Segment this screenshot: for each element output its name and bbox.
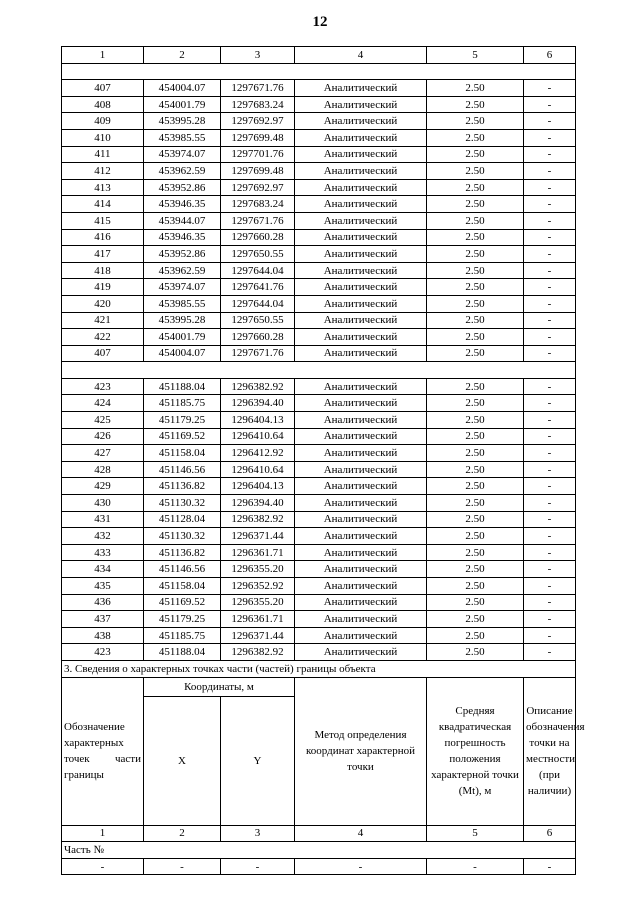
header-method: Метод определения координат характерной точки xyxy=(295,677,427,825)
table-row xyxy=(62,644,576,661)
table-cell: 424 xyxy=(62,395,144,412)
table-cell: 2.50 xyxy=(427,179,524,196)
table-cell: 437 xyxy=(62,611,144,628)
column-number: 5 xyxy=(427,825,524,842)
table-cell: - xyxy=(524,329,576,346)
table-cell: 438 xyxy=(62,627,144,644)
table-cell: Аналитический xyxy=(295,345,427,362)
table-cell: - xyxy=(524,428,576,445)
table-cell: - xyxy=(524,478,576,495)
table-cell: - xyxy=(524,511,576,528)
table-cell: 453985.55 xyxy=(144,129,221,146)
table-cell: 454004.07 xyxy=(144,80,221,97)
table-cell: Аналитический xyxy=(295,644,427,661)
table-cell: 1297641.76 xyxy=(221,279,295,296)
table-cell: 454001.79 xyxy=(144,329,221,346)
table-cell: Аналитический xyxy=(295,80,427,97)
table-cell: 1297699.48 xyxy=(221,129,295,146)
table-cell: 2.50 xyxy=(427,229,524,246)
table-cell: 421 xyxy=(62,312,144,329)
table-cell: Аналитический xyxy=(295,329,427,346)
table-row xyxy=(62,858,576,875)
table-cell: 416 xyxy=(62,229,144,246)
table-cell: Аналитический xyxy=(295,196,427,213)
table-cell: Аналитический xyxy=(295,312,427,329)
table-cell: 1296382.92 xyxy=(221,511,295,528)
table-cell: 434 xyxy=(62,561,144,578)
table-cell: 413 xyxy=(62,179,144,196)
table-cell: 451169.52 xyxy=(144,594,221,611)
table-cell: - xyxy=(524,212,576,229)
table-cell: 451128.04 xyxy=(144,511,221,528)
table-cell: 2.50 xyxy=(427,246,524,263)
table-cell: Аналитический xyxy=(295,295,427,312)
table-cell: - xyxy=(524,196,576,213)
table-cell: 454004.07 xyxy=(144,345,221,362)
table-cell: Аналитический xyxy=(295,179,427,196)
table-cell: 1297671.76 xyxy=(221,345,295,362)
table-cell: 451136.82 xyxy=(144,544,221,561)
table-cell: 2.50 xyxy=(427,528,524,545)
table-cell: 2.50 xyxy=(427,544,524,561)
table-cell: Аналитический xyxy=(295,495,427,512)
table-cell: Аналитический xyxy=(295,561,427,578)
table-cell: 451146.56 xyxy=(144,561,221,578)
table-cell: 451185.75 xyxy=(144,395,221,412)
table-cell: Аналитический xyxy=(295,611,427,628)
part-label-row xyxy=(62,842,576,859)
table-cell: 2.50 xyxy=(427,644,524,661)
table-cell: 433 xyxy=(62,544,144,561)
table-row xyxy=(62,495,576,512)
table-cell: Аналитический xyxy=(295,96,427,113)
header-error: Средняя квадратическая погрешность положения характерной точки (Mt), м xyxy=(427,677,524,825)
table-cell: 1296355.20 xyxy=(221,561,295,578)
table-cell: - xyxy=(524,246,576,263)
table-cell: 1297644.04 xyxy=(221,295,295,312)
table-cell: 453974.07 xyxy=(144,279,221,296)
header-x: X xyxy=(144,696,221,825)
table-cell: - xyxy=(524,179,576,196)
table-cell: - xyxy=(62,858,144,875)
table-row xyxy=(62,80,576,97)
table-row xyxy=(62,146,576,163)
table-cell: 1296404.13 xyxy=(221,478,295,495)
table-cell: 2.50 xyxy=(427,312,524,329)
table-cell: 451188.04 xyxy=(144,644,221,661)
table-cell: 451136.82 xyxy=(144,478,221,495)
table-cell: 431 xyxy=(62,511,144,528)
table-cell: 1296404.13 xyxy=(221,412,295,429)
table-cell: - xyxy=(524,445,576,462)
table-cell: Аналитический xyxy=(295,395,427,412)
table-row xyxy=(62,544,576,561)
table-cell: - xyxy=(295,858,427,875)
page-number: 12 xyxy=(312,14,328,30)
table-cell: Аналитический xyxy=(295,246,427,263)
table-row xyxy=(62,129,576,146)
table-row xyxy=(62,329,576,346)
table-row xyxy=(62,611,576,628)
table-cell: - xyxy=(524,163,576,180)
table-cell: Аналитический xyxy=(295,163,427,180)
table-row xyxy=(62,246,576,263)
table-cell: 423 xyxy=(62,644,144,661)
table-cell: - xyxy=(524,395,576,412)
table-cell: 2.50 xyxy=(427,262,524,279)
table-cell: 415 xyxy=(62,212,144,229)
table-cell: - xyxy=(524,858,576,875)
separator-row xyxy=(62,63,576,80)
table-cell: 1297701.76 xyxy=(221,146,295,163)
table-cell: 2.50 xyxy=(427,395,524,412)
table-cell: 417 xyxy=(62,246,144,263)
table-cell: 1297692.97 xyxy=(221,113,295,130)
column-number: 2 xyxy=(144,825,221,842)
table-cell: - xyxy=(524,262,576,279)
table-cell: 453946.35 xyxy=(144,196,221,213)
table-cell: 2.50 xyxy=(427,279,524,296)
table-row xyxy=(62,312,576,329)
table-cell: 2.50 xyxy=(427,561,524,578)
table-row xyxy=(62,262,576,279)
table-cell: 427 xyxy=(62,445,144,462)
table-cell: 407 xyxy=(62,345,144,362)
table-row xyxy=(62,378,576,395)
table-cell: - xyxy=(524,461,576,478)
table-cell: 1297671.76 xyxy=(221,80,295,97)
table-cell: Аналитический xyxy=(295,113,427,130)
table-cell: 453944.07 xyxy=(144,212,221,229)
table-cell: - xyxy=(524,113,576,130)
table-row xyxy=(62,295,576,312)
table-cell: 451158.04 xyxy=(144,578,221,595)
table-cell: 2.50 xyxy=(427,113,524,130)
table-cell: 1296361.71 xyxy=(221,544,295,561)
table-row xyxy=(62,428,576,445)
column-number: 3 xyxy=(221,825,295,842)
table-cell: 1297644.04 xyxy=(221,262,295,279)
table-cell: 409 xyxy=(62,113,144,130)
table-cell: 1296412.92 xyxy=(221,445,295,462)
table-cell: 451188.04 xyxy=(144,378,221,395)
table-cell: 432 xyxy=(62,528,144,545)
table-cell: 1297683.24 xyxy=(221,96,295,113)
table-cell: 430 xyxy=(62,495,144,512)
table-cell: 453974.07 xyxy=(144,146,221,163)
table-cell: 1297683.24 xyxy=(221,196,295,213)
table-cell: Аналитический xyxy=(295,262,427,279)
table-cell: - xyxy=(524,412,576,429)
table-cell: 2.50 xyxy=(427,80,524,97)
table-cell: 414 xyxy=(62,196,144,213)
table-row xyxy=(62,395,576,412)
table-row xyxy=(62,445,576,462)
table-cell: - xyxy=(524,561,576,578)
table-row xyxy=(62,478,576,495)
table-row xyxy=(62,461,576,478)
table-cell: Аналитический xyxy=(295,129,427,146)
table-cell: - xyxy=(144,858,221,875)
table-cell: Аналитический xyxy=(295,528,427,545)
table-cell: - xyxy=(524,627,576,644)
table-row xyxy=(62,96,576,113)
table-cell: 1296410.64 xyxy=(221,428,295,445)
table-cell: - xyxy=(524,345,576,362)
table-cell: 451158.04 xyxy=(144,445,221,462)
section-title-row xyxy=(62,660,576,677)
table-cell: 1296382.92 xyxy=(221,644,295,661)
table-cell: 454001.79 xyxy=(144,96,221,113)
table-cell: 2.50 xyxy=(427,345,524,362)
table-cell: 1297699.48 xyxy=(221,163,295,180)
table-row xyxy=(62,229,576,246)
table-cell: - xyxy=(524,495,576,512)
table-cell: 428 xyxy=(62,461,144,478)
separator-cell xyxy=(62,63,576,80)
table-cell: 426 xyxy=(62,428,144,445)
table-cell: 410 xyxy=(62,129,144,146)
table-cell: 451179.25 xyxy=(144,611,221,628)
table-cell: 2.50 xyxy=(427,129,524,146)
table-cell: 1297650.55 xyxy=(221,312,295,329)
table-cell: Аналитический xyxy=(295,412,427,429)
table-cell: 2.50 xyxy=(427,412,524,429)
table-cell: 2.50 xyxy=(427,196,524,213)
table-cell: 1296394.40 xyxy=(221,495,295,512)
column-number: 1 xyxy=(62,47,144,64)
table-cell: Аналитический xyxy=(295,544,427,561)
table-cell: 2.50 xyxy=(427,461,524,478)
table-cell: 453985.55 xyxy=(144,295,221,312)
table-cell: 2.50 xyxy=(427,594,524,611)
column-number-row xyxy=(62,47,576,64)
table-cell: Аналитический xyxy=(295,212,427,229)
table-cell: Аналитический xyxy=(295,461,427,478)
column-number: 4 xyxy=(295,825,427,842)
table-cell: 422 xyxy=(62,329,144,346)
table-cell: 2.50 xyxy=(427,146,524,163)
table-cell: - xyxy=(427,858,524,875)
table-cell: - xyxy=(524,96,576,113)
header-description: Описание обозначения точки на местности (при наличии) xyxy=(524,677,576,825)
table-cell: 419 xyxy=(62,279,144,296)
table-cell: 411 xyxy=(62,146,144,163)
table-cell: 2.50 xyxy=(427,96,524,113)
table-cell: 2.50 xyxy=(427,445,524,462)
coordinates-table xyxy=(61,46,585,875)
table-cell: 429 xyxy=(62,478,144,495)
table-cell: 1296371.44 xyxy=(221,627,295,644)
table-cell: - xyxy=(524,528,576,545)
table-cell: - xyxy=(524,279,576,296)
table-cell: 2.50 xyxy=(427,478,524,495)
table-cell: - xyxy=(524,544,576,561)
table-cell: 453995.28 xyxy=(144,312,221,329)
table-cell: Аналитический xyxy=(295,511,427,528)
column-number: 6 xyxy=(524,47,576,64)
table-cell: Аналитический xyxy=(295,378,427,395)
separator-cell xyxy=(62,362,576,379)
table-cell: 418 xyxy=(62,262,144,279)
table-cell: 2.50 xyxy=(427,578,524,595)
table-cell: 2.50 xyxy=(427,163,524,180)
table-cell: 1297660.28 xyxy=(221,229,295,246)
table-row xyxy=(62,179,576,196)
table-cell: 435 xyxy=(62,578,144,595)
table-cell: 1296382.92 xyxy=(221,378,295,395)
table-cell: 423 xyxy=(62,378,144,395)
column-number: 6 xyxy=(524,825,576,842)
table-cell: 1297692.97 xyxy=(221,179,295,196)
table-cell: - xyxy=(524,312,576,329)
table-row xyxy=(62,594,576,611)
header-y: Y xyxy=(221,696,295,825)
table-cell: 451146.56 xyxy=(144,461,221,478)
table-cell: 2.50 xyxy=(427,511,524,528)
column-number: 2 xyxy=(144,47,221,64)
table-cell: Аналитический xyxy=(295,594,427,611)
table-cell: 453952.86 xyxy=(144,179,221,196)
table-row xyxy=(62,578,576,595)
separator-row xyxy=(62,362,576,379)
table-cell: - xyxy=(524,80,576,97)
table-cell: 451130.32 xyxy=(144,495,221,512)
table-cell: 1296355.20 xyxy=(221,594,295,611)
table-cell: 1296352.92 xyxy=(221,578,295,595)
table-cell: 1296361.71 xyxy=(221,611,295,628)
table-row xyxy=(62,212,576,229)
table-cell: 451179.25 xyxy=(144,412,221,429)
table-cell: Аналитический xyxy=(295,229,427,246)
table-cell: 451169.52 xyxy=(144,428,221,445)
table-cell: 1296410.64 xyxy=(221,461,295,478)
table-cell: 1296394.40 xyxy=(221,395,295,412)
table-cell: 453962.59 xyxy=(144,163,221,180)
table-cell: Аналитический xyxy=(295,627,427,644)
section-title: 3. Сведения о характерных точках части (частей) границы объекта xyxy=(62,660,576,677)
table-row xyxy=(62,113,576,130)
table-cell: 451130.32 xyxy=(144,528,221,545)
header-point-designation: Обозначение характерных точек части границы xyxy=(62,677,144,825)
table-cell: 412 xyxy=(62,163,144,180)
table-cell: - xyxy=(524,644,576,661)
table-row xyxy=(62,627,576,644)
table-cell: 425 xyxy=(62,412,144,429)
table-cell: 2.50 xyxy=(427,428,524,445)
table-cell: - xyxy=(524,146,576,163)
table-cell: 2.50 xyxy=(427,212,524,229)
table-cell: Аналитический xyxy=(295,578,427,595)
table-cell: 436 xyxy=(62,594,144,611)
column-number: 4 xyxy=(295,47,427,64)
table-cell: 2.50 xyxy=(427,378,524,395)
part-label: Часть № xyxy=(62,842,576,859)
table-row xyxy=(62,511,576,528)
table-row xyxy=(62,279,576,296)
table-cell: 2.50 xyxy=(427,627,524,644)
table-cell: 1296371.44 xyxy=(221,528,295,545)
table-cell: - xyxy=(524,594,576,611)
table-row xyxy=(62,345,576,362)
table-cell: 453952.86 xyxy=(144,246,221,263)
table-row xyxy=(62,412,576,429)
table-cell: 2.50 xyxy=(427,329,524,346)
table-cell: Аналитический xyxy=(295,279,427,296)
table-cell: 408 xyxy=(62,96,144,113)
table-row xyxy=(62,163,576,180)
table-cell: 1297660.28 xyxy=(221,329,295,346)
table-cell: Аналитический xyxy=(295,146,427,163)
table-cell: - xyxy=(221,858,295,875)
column-number: 5 xyxy=(427,47,524,64)
column-number-row xyxy=(62,825,576,842)
table-cell: - xyxy=(524,611,576,628)
table-cell: Аналитический xyxy=(295,428,427,445)
table-cell: 451185.75 xyxy=(144,627,221,644)
column-number: 3 xyxy=(221,47,295,64)
table-cell: 420 xyxy=(62,295,144,312)
table-cell: 2.50 xyxy=(427,495,524,512)
table-cell: 2.50 xyxy=(427,295,524,312)
table-cell: - xyxy=(524,378,576,395)
table-row xyxy=(62,196,576,213)
table-cell: 453995.28 xyxy=(144,113,221,130)
table-cell: Аналитический xyxy=(295,445,427,462)
table-row xyxy=(62,561,576,578)
table-cell: 1297650.55 xyxy=(221,246,295,263)
table-cell: - xyxy=(524,129,576,146)
column-number: 1 xyxy=(62,825,144,842)
header-row xyxy=(62,677,576,696)
table-cell: 2.50 xyxy=(427,611,524,628)
header-coordinates: Координаты, м xyxy=(144,677,295,696)
table-cell: - xyxy=(524,295,576,312)
table-row xyxy=(62,528,576,545)
table-cell: - xyxy=(524,229,576,246)
table-cell: 407 xyxy=(62,80,144,97)
table-cell: Аналитический xyxy=(295,478,427,495)
table-cell: - xyxy=(524,578,576,595)
table-cell: 1297671.76 xyxy=(221,212,295,229)
table-cell: 453962.59 xyxy=(144,262,221,279)
table-cell: 453946.35 xyxy=(144,229,221,246)
